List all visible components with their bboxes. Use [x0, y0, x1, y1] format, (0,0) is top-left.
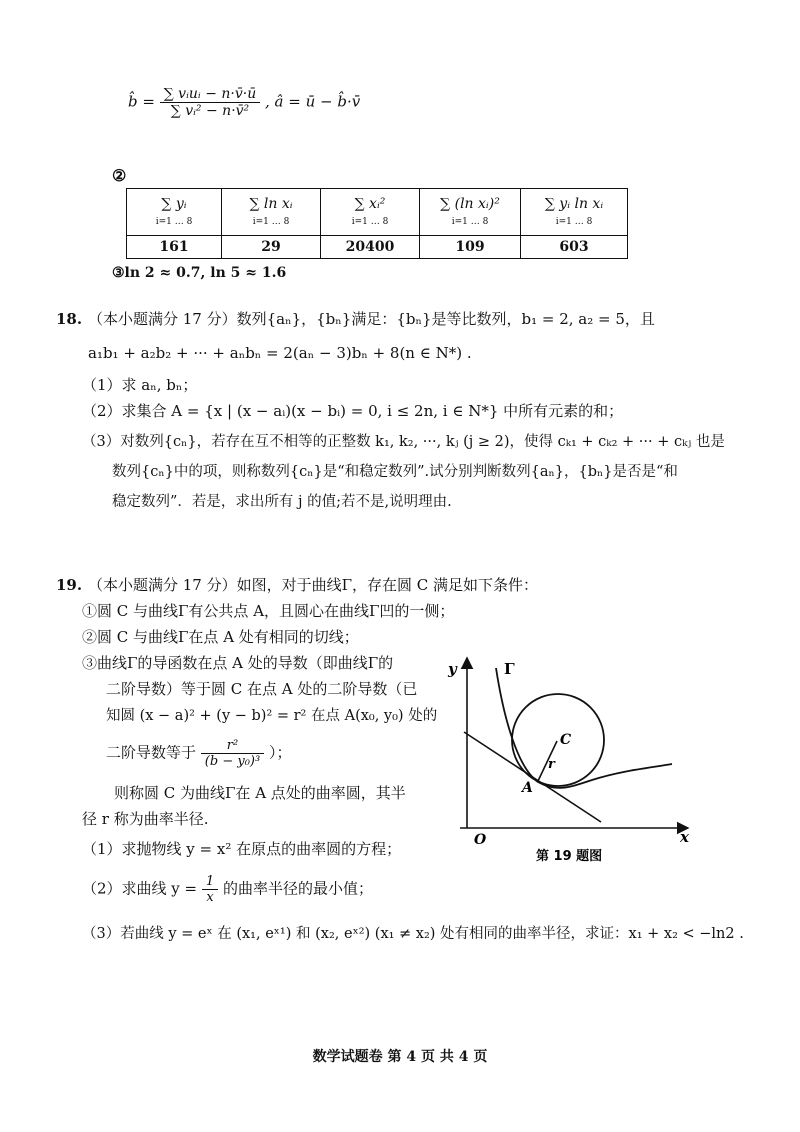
note-3: ③ln 2 ≈ 0.7, ln 5 ≈ 1.6 [112, 265, 287, 281]
problem-19-number: 19. [56, 576, 83, 594]
problem-18-number: 18. [56, 310, 83, 328]
curvature-figure [440, 650, 700, 870]
problem-19-condition-1: ①圆 C 与曲线Γ有公共点 A，且圆心在曲线Γ凹的一侧； [82, 602, 455, 620]
reciprocal-fraction [202, 874, 218, 905]
a-hat-formula: , â = ū − b̂·v̄ [265, 92, 361, 111]
label-origin: O [474, 832, 487, 848]
stats-table [126, 188, 628, 259]
problem-18-q1: （1）求 aₙ, bₙ； [82, 376, 198, 394]
stats-value-cell: 109 [420, 236, 521, 259]
problem-19-condition-3-line4: 二阶导数等于 [106, 743, 197, 762]
label-y: y [448, 660, 457, 678]
problem-19-condition-3-line3: 知圆 (x − a)² + (y − b)² = r² 在点 A(x₀, y₀) 处的 [106, 708, 438, 724]
regression-formula [128, 86, 360, 119]
reciprocal-numerator: 1 [202, 874, 218, 890]
label-point-a: A [522, 780, 533, 796]
curvature-circle [512, 694, 604, 786]
problem-18-equation: a₁b₁ + a₂b₂ + ··· + aₙbₙ = 2(aₙ − 3)bₙ + 8(n ∈ N*) . [88, 344, 472, 362]
problem-19-q3: （3）若曲线 y = eˣ 在 (x₁, eˣ¹) 和 (x₂, eˣ²) (x₁ ≠ x₂) 处有相同的曲率半径，求证：x₁ + x₂ < −ln2 . [82, 926, 744, 942]
stats-header-cell: ∑ (ln xᵢ)² i=1 … 8 [420, 189, 521, 236]
b-hat-denominator: ∑ vᵢ² − n·v̄² [170, 103, 250, 119]
stats-value-cell: 20400 [321, 236, 420, 259]
problem-19-condition-3-line2: 二阶导数）等于圆 C 在点 A 处的二阶导数（已 [106, 680, 418, 698]
stats-header-cell: ∑ ln xᵢ i=1 … 8 [222, 189, 321, 236]
second-derivative-numerator: r² [201, 738, 264, 754]
problem-19-condition-2: ②圆 C 与曲线Γ在点 A 处有相同的切线； [82, 628, 359, 646]
stats-header-cell: ∑ xᵢ² i=1 … 8 [321, 189, 420, 236]
label-center-c: C [560, 732, 572, 748]
figure-caption: 第 19 题图 [536, 849, 603, 864]
label-x: x [680, 828, 689, 846]
problem-18-intro: （本小题满分 17 分）数列{aₙ}，{bₙ}满足：{bₙ}是等比数列，b₁ = 2, a₂ = 5，且 [88, 310, 655, 328]
problem-18-q3-line1: （3）对数列{cₙ}，若存在互不相等的正整数 k₁, k₂, ···, kⱼ (j ≥ 2)，使得 cₖ₁ + cₖ₂ + ··· + cₖⱼ 也是 [82, 434, 725, 450]
b-hat-label: b̂ = [128, 92, 155, 111]
stats-table-wrap [126, 188, 628, 259]
problem-19-condition-3-line4-tail: ）； [268, 743, 292, 762]
figure-19 [440, 650, 700, 870]
problem-19-q2: （2）求曲线 y = [82, 879, 198, 898]
problem-18 [56, 308, 756, 520]
problem-19-definition-line2: 径 r 称为曲率半径. [82, 810, 209, 828]
problem-19-q2-tail: 的曲率半径的最小值； [222, 879, 373, 898]
problem-19-q1: （1）求抛物线 y = x² 在原点的曲率圆的方程； [82, 840, 402, 858]
b-hat-fraction [160, 86, 260, 119]
label-gamma: Γ [504, 660, 515, 678]
label-radius-r: r [548, 757, 555, 772]
second-derivative-fraction [201, 738, 264, 769]
problem-19-condition-3-line1: ③曲线Γ的导函数在点 A 处的导数（即曲线Γ的 [82, 654, 394, 672]
stats-header-cell: ∑ yᵢ ln xᵢ i=1 … 8 [521, 189, 628, 236]
problem-18-q2: （2）求集合 A = {x | (x − aᵢ)(x − bᵢ) = 0, i ≤ 2n, i ∈ N*} 中所有元素的和； [82, 402, 624, 420]
reciprocal-denominator: x [206, 890, 214, 905]
problem-19-definition-line1: 则称圆 C 为曲线Γ在 A 点处的曲率圆，其半 [114, 784, 406, 802]
stats-table-header-row [127, 189, 628, 236]
stats-header-cell: ∑ yᵢ i=1 … 8 [127, 189, 222, 236]
second-derivative-denominator: (b − y₀)³ [204, 754, 261, 769]
stats-value-cell: 603 [521, 236, 628, 259]
note-2-label: ② [112, 166, 127, 185]
stats-value-cell: 29 [222, 236, 321, 259]
b-hat-numerator: ∑ vᵢuᵢ − n·v̄·ū [160, 86, 260, 103]
problem-19-intro: （本小题满分 17 分）如图，对于曲线Γ，存在圆 C 满足如下条件： [88, 576, 539, 594]
stats-table-values-row [127, 236, 628, 259]
problem-18-q3-line3: 稳定数列”．若是，求出所有 j 的值;若不是,说明理由. [112, 494, 452, 510]
tangent-line [464, 732, 601, 822]
stats-value-cell: 161 [127, 236, 222, 259]
problem-18-q3-line2: 数列{cₙ}中的项，则称数列{cₙ}是“和稳定数列”.试分别判断数列{aₙ}，{bₙ}是否是“和 [112, 464, 678, 480]
page-footer: 数学试题卷 第 4 页 共 4 页 [312, 1049, 488, 1065]
